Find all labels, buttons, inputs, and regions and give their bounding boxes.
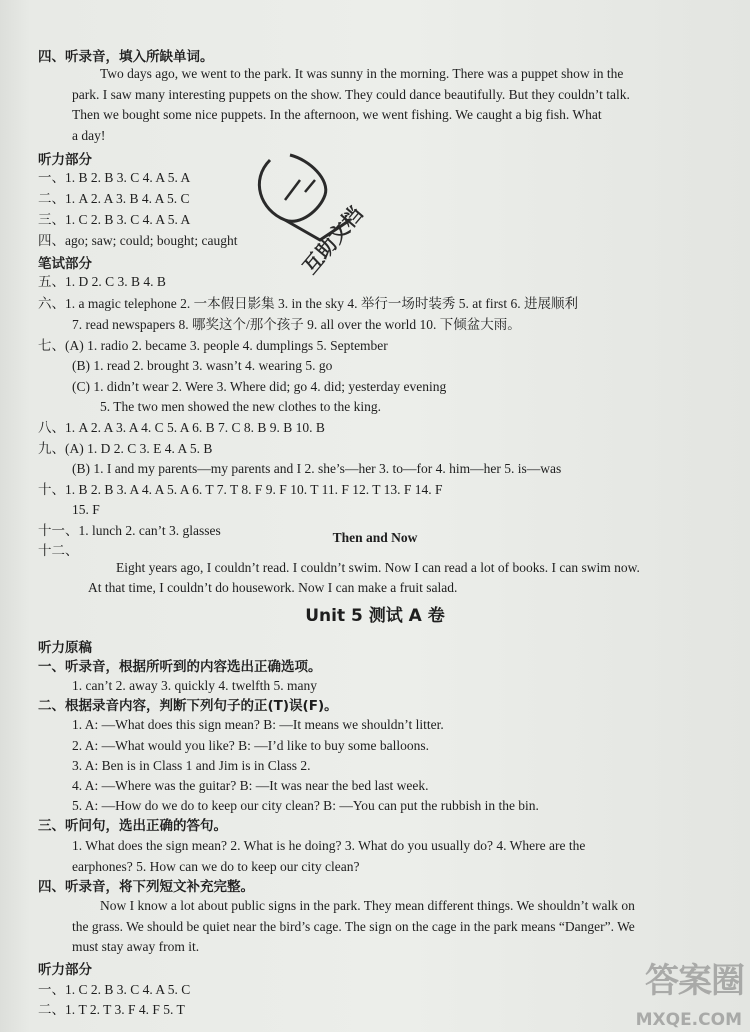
passage-line: Two days ago, we went to the park. It was sunny in the morning. There was a puppet show in the [100,66,624,81]
section-4-title: 四、听录音，填入所缺单词。 [38,49,214,65]
answer-line: 15. F [72,502,100,517]
passage-line: park. I saw many interesting puppets on the show. They could dance beautifully. But they couldn’t talk. [72,87,630,102]
answer-line: 十二、 [38,543,79,558]
answer-line: 十、1. B 2. B 3. A 4. A 5. A 6. T 7. T 8. F 9. F 10. T 11. F 12. T 13. F 14. F [38,482,443,497]
essay-title: Then and Now [332,530,418,545]
passage-line: a day! [72,128,106,143]
transcript-line: 2. A: —What would you like? B: —I’d like to buy some balloons. [72,738,429,753]
answer-line: 八、1. A 2. A 3. A 4. C 5. A 6. B 7. C 8. B 9. B 10. B [38,420,325,435]
answer-line: 一、1. B 2. B 3. C 4. A 5. A [38,170,191,185]
transcript-section-title: 二、根据录音内容，判断下列句子的正(T)误(F)。 [38,698,338,714]
answer-line: 六、1. a magic telephone 2. 一本假日影集 3. in the sky 4. 举行一场时装秀 5. at first 6. 进展顺利 [38,296,578,311]
answer-line: 十一、1. lunch 2. can’t 3. glasses [38,523,221,538]
transcript-line: 1. What does the sign mean? 2. What is he doing? 3. What do you usually do? 4. Where are the [72,838,586,853]
transcript-line: 5. A: —How do we do to keep our city clean? B: —You can put the rubbish in the bin. [72,798,539,813]
svg-text:互助文档: 互助文档 [297,201,368,279]
answer-line: 五、1. D 2. C 3. B 4. B [38,274,166,289]
essay-line: Eight years ago, I couldn’t read. I couldn’t swim. Now I can read a lot of books. I can swim now. [116,560,640,575]
unit-title: Unit 5 测试 A 卷 [305,606,445,626]
answer-line: 九、(A) 1. D 2. C 3. E 4. A 5. B [38,441,213,456]
answer-line: (C) 1. didn’t wear 2. Were 3. Where did; go 4. did; yesterday evening [72,379,447,394]
watermark-url: MXQE.COM [635,1010,742,1030]
answer-line: (B) 1. read 2. brought 3. wasn’t 4. wearing 5. go [72,358,333,373]
passage-line: Then we bought some nice puppets. In the afternoon, we went fishing. We caught a big fish. What [72,107,602,122]
transcript-line: 1. can’t 2. away 3. quickly 4. twelfth 5. many [72,678,317,693]
transcript-line: 1. A: —What does this sign mean? B: —It means we shouldn’t litter. [72,717,444,732]
handwritten-stamp-icon [230,140,370,280]
transcript-line: 4. A: —Where was the guitar? B: —It was near the bed last week. [72,778,429,793]
written-part-heading: 笔试部分 [38,256,92,272]
watermark-logo: 答案圈 [645,961,744,1001]
transcript-section-title: 一、听录音，根据所听到的内容选出正确选项。 [38,659,322,675]
transcript-line: earphones? 5. How can we do to keep our city clean? [72,859,360,874]
answer-line: 七、(A) 1. radio 2. became 3. people 4. dumplings 5. September [38,338,388,353]
transcript-line: 3. A: Ben is in Class 1 and Jim is in Class 2. [72,758,311,773]
transcript-line: the grass. We should be quiet near the bird’s cage. The sign on the cage in the park means “Danger”. We [72,919,635,934]
transcript-section-title: 三、听问句，选出正确的答句。 [38,818,227,834]
answer-line: 四、ago; saw; could; bought; caught [38,233,238,248]
answer-line: 二、1. A 2. A 3. B 4. A 5. C [38,191,190,206]
listening-part-heading: 听力部分 [38,152,92,168]
answer-line: 三、1. C 2. B 3. C 4. A 5. A [38,212,191,227]
answer-line: 5. The two men showed the new clothes to the king. [100,399,381,414]
transcript-line: must stay away from it. [72,939,200,954]
answer-line: 二、1. T 2. T 3. F 4. F 5. T [38,1002,185,1017]
transcript-section-title: 四、听录音，将下列短文补充完整。 [38,879,254,895]
essay-line: At that time, I couldn’t do housework. Now I can make a fruit salad. [88,580,458,595]
listening-part-heading-2: 听力部分 [38,962,92,978]
answer-line: 一、1. C 2. B 3. C 4. A 5. C [38,982,191,997]
answer-line: 7. read newspapers 8. 哪奖这个/那个孩子 9. all over the world 10. 下倾盆大雨。 [72,317,521,332]
answer-line: (B) 1. I and my parents—my parents and I 2. she’s—her 3. to—for 4. him—her 5. is—was [72,461,562,476]
transcript-heading: 听力原稿 [38,640,92,656]
transcript-line: Now I know a lot about public signs in the park. They mean different things. We shouldn’t walk on [100,898,635,913]
